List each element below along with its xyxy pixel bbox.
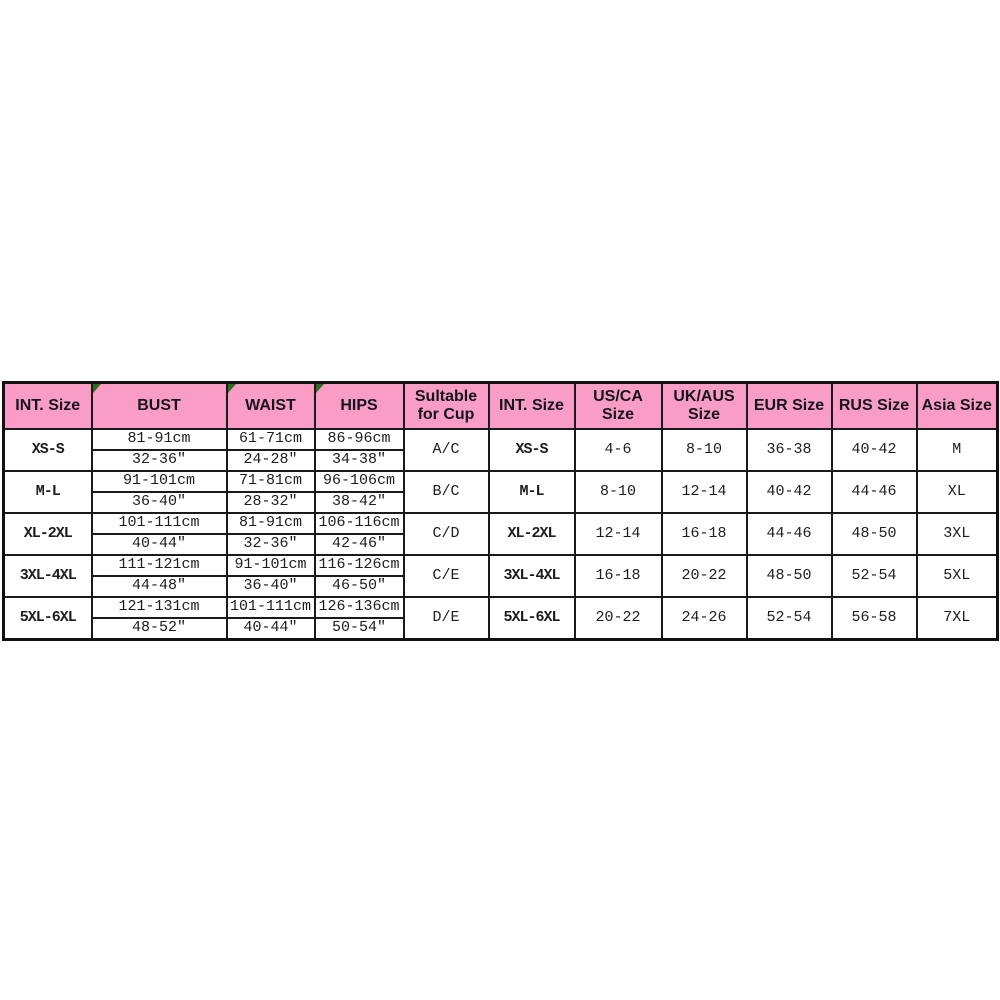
cell-row1-bust-cm: 81-91cm [92, 429, 227, 450]
cell-row1-uk-aus: 8-10 [662, 429, 747, 471]
cell-row1-asia: M [917, 429, 998, 471]
header-hips-label: HIPS [340, 396, 378, 414]
cell-row3-asia: 3XL [917, 513, 998, 555]
header-hips [315, 383, 404, 430]
cell-row2-hips-in: 38-42″ [315, 492, 404, 513]
size-chart [2, 381, 996, 641]
header-us-ca-size: US/CA Size [575, 383, 662, 430]
cell-row3-hips-in: 42-46″ [315, 534, 404, 555]
excel-corner-marker-icon [316, 384, 324, 393]
cell-row5-us-ca: 20-22 [575, 597, 662, 640]
cell-row5-waist-in: 40-44″ [227, 618, 315, 640]
cell-row1-hips-cm: 86-96cm [315, 429, 404, 450]
header-waist [227, 383, 315, 430]
cell-row4-hips-cm: 116-126cm [315, 555, 404, 576]
cell-row4-cup: C/E [404, 555, 489, 597]
cell-row5-asia: 7XL [917, 597, 998, 640]
cell-row3-hips-cm: 106-116cm [315, 513, 404, 534]
table-row [4, 471, 998, 492]
header-uk-aus-size: UK/AUS Size [662, 383, 747, 430]
cell-row5-cup: D/E [404, 597, 489, 640]
cell-row1-size-right: XS-S [489, 429, 575, 471]
cell-row2-size-right: M-L [489, 471, 575, 513]
cell-row4-waist-cm: 91-101cm [227, 555, 315, 576]
cell-row1-cup: A/C [404, 429, 489, 471]
header-suitable-for-cup: Sultable for Cup [404, 383, 489, 430]
cell-row2-waist-in: 28-32″ [227, 492, 315, 513]
cell-row5-hips-in: 50-54″ [315, 618, 404, 640]
cell-row2-uk-aus: 12-14 [662, 471, 747, 513]
cell-row4-size-right: 3XL-4XL [489, 555, 575, 597]
cell-row3-waist-cm: 81-91cm [227, 513, 315, 534]
size-chart-table [2, 381, 999, 641]
cell-row5-bust-cm: 121-131cm [92, 597, 227, 618]
cell-row3-bust-in: 40-44″ [92, 534, 227, 555]
cell-row5-bust-in: 48-52″ [92, 618, 227, 640]
cell-row2-hips-cm: 96-106cm [315, 471, 404, 492]
header-rus-size: RUS Size [832, 383, 917, 430]
cell-row5-waist-cm: 101-111cm [227, 597, 315, 618]
header-asia-size: Asia Size [917, 383, 998, 430]
cell-row3-waist-in: 32-36″ [227, 534, 315, 555]
cell-row2-us-ca: 8-10 [575, 471, 662, 513]
header-row [4, 383, 998, 430]
cell-row4-uk-aus: 20-22 [662, 555, 747, 597]
cell-row5-hips-cm: 126-136cm [315, 597, 404, 618]
cell-row2-bust-in: 36-40″ [92, 492, 227, 513]
table-row [4, 555, 998, 576]
cell-row2-eur: 40-42 [747, 471, 832, 513]
cell-row3-bust-cm: 101-111cm [92, 513, 227, 534]
table-row [4, 597, 998, 618]
cell-row3-cup: C/D [404, 513, 489, 555]
cell-row1-bust-in: 32-36″ [92, 450, 227, 471]
table-row [4, 429, 998, 450]
cell-row4-rus: 52-54 [832, 555, 917, 597]
cell-row5-size-left: 5XL-6XL [4, 597, 92, 640]
cell-row1-size-left: XS-S [4, 429, 92, 471]
cell-row5-uk-aus: 24-26 [662, 597, 747, 640]
cell-row1-eur: 36-38 [747, 429, 832, 471]
cell-row5-eur: 52-54 [747, 597, 832, 640]
cell-row3-us-ca: 12-14 [575, 513, 662, 555]
cell-row1-us-ca: 4-6 [575, 429, 662, 471]
cell-row2-bust-cm: 91-101cm [92, 471, 227, 492]
cell-row4-asia: 5XL [917, 555, 998, 597]
cell-row1-waist-cm: 61-71cm [227, 429, 315, 450]
cell-row4-bust-in: 44-48″ [92, 576, 227, 597]
cell-row3-size-right: XL-2XL [489, 513, 575, 555]
cell-row3-size-left: XL-2XL [4, 513, 92, 555]
cell-row1-waist-in: 24-28″ [227, 450, 315, 471]
cell-row2-size-left: M-L [4, 471, 92, 513]
header-bust [92, 383, 227, 430]
cell-row5-rus: 56-58 [832, 597, 917, 640]
cell-row2-waist-cm: 71-81cm [227, 471, 315, 492]
header-waist-label: WAIST [245, 396, 296, 414]
cell-row2-asia: XL [917, 471, 998, 513]
excel-corner-marker-icon [228, 384, 236, 393]
header-eur-size: EUR Size [747, 383, 832, 430]
cell-row4-size-left: 3XL-4XL [4, 555, 92, 597]
header-int-size-left: INT. Size [4, 383, 92, 430]
table-row [4, 513, 998, 534]
cell-row4-us-ca: 16-18 [575, 555, 662, 597]
cell-row1-rus: 40-42 [832, 429, 917, 471]
cell-row4-eur: 48-50 [747, 555, 832, 597]
header-bust-label: BUST [137, 396, 181, 414]
header-int-size-right: INT. Size [489, 383, 575, 430]
cell-row4-bust-cm: 111-121cm [92, 555, 227, 576]
cell-row4-hips-in: 46-50″ [315, 576, 404, 597]
cell-row2-rus: 44-46 [832, 471, 917, 513]
cell-row3-eur: 44-46 [747, 513, 832, 555]
cell-row3-uk-aus: 16-18 [662, 513, 747, 555]
excel-corner-marker-icon [93, 384, 101, 393]
cell-row2-cup: B/C [404, 471, 489, 513]
cell-row5-size-right: 5XL-6XL [489, 597, 575, 640]
cell-row4-waist-in: 36-40″ [227, 576, 315, 597]
cell-row3-rus: 48-50 [832, 513, 917, 555]
cell-row1-hips-in: 34-38″ [315, 450, 404, 471]
